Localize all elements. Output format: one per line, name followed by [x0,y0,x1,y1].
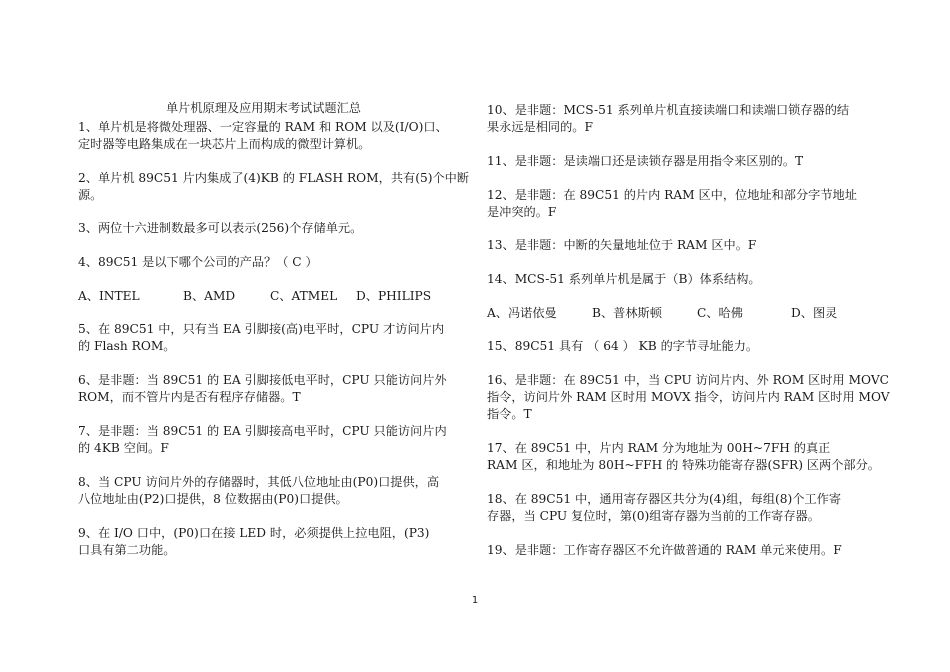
document-title: 单片机原理及应用期末考试试题汇总 [166,101,361,115]
q16-line-1: 16、是非题：在 89C51 中，当 CPU 访问片内、外 ROM 区时用 MOVC [487,373,889,387]
q9-line-2: 口具有第二功能。 [78,543,176,557]
q2-line-2: 源。 [78,188,103,202]
q8-line-2: 八位地址由(P2)口提供，8 位数据由(P0)口提供。 [78,492,348,506]
q1-line-2: 定时器等电路集成在一块芯片上而构成的微型计算机。 [78,137,371,151]
q10-line-1: 10、是非题：MCS-51 系列单片机直接读端口和读端口锁存器的结 [487,103,850,117]
q1-line-1: 1、单片机是将微处理器、一定容量的 RAM 和 ROM 以及(I/O)口、 [78,120,448,134]
q7-line-2: 的 4KB 空间。F [78,441,169,455]
q7-line-1: 7、是非题：当 89C51 的 EA 引脚接高电平时，CPU 只能访问片内 [78,424,447,438]
q16-line-3: 指令。T [487,407,532,421]
q9-line-1: 9、在 I/O 口中，(P0)口在接 LED 时，必须提供上拉电阻，(P3) [78,526,430,540]
q19-line-1: 19、是非题：工作寄存器区不允许做普通的 RAM 单元来使用。F [487,543,842,557]
q8-line-1: 8、当 CPU 访问片外的存储器时，其低八位地址由(P0)口提供，高 [78,475,440,489]
q6-line-1: 6、是非题：当 89C51 的 EA 引脚接低电平时，CPU 只能访问片外 [78,373,447,387]
q4-option-d: D、PHILIPS [356,289,432,303]
q12-line-2: 是冲突的。F [487,205,557,219]
q13-line-1: 13、是非题：中断的矢量地址位于 RAM 区中。F [487,238,757,252]
q14-line-1: 14、MCS-51 系列单片机是属于（B）体系结构。 [487,272,761,286]
q14-option-b: B、普林斯顿 [592,306,662,320]
q14-option-a: A、冯诺依曼 [487,306,557,320]
q15-line-1: 15、89C51 具有 （ 64 ） KB 的字节寻址能力。 [487,339,759,353]
q14-option-c: C、哈佛 [697,306,743,320]
q3-line-1: 3、两位十六进制数最多可以表示(256)个存储单元。 [78,221,363,235]
q4-option-a: A、INTEL [78,289,140,303]
q4-option-b: B、AMD [183,289,236,303]
q10-line-2: 果永远是相同的。F [487,120,593,134]
q16-line-2: 指令，访问片外 RAM 区时用 MOVX 指令，访问片内 RAM 区时用 MOV [487,390,890,404]
q4-line-1: 4、89C51 是以下哪个公司的产品？（ C ） [78,255,318,269]
q11-line-1: 11、是非题：是读端口还是读锁存器是用指令来区别的。T [487,154,804,168]
q17-line-2: RAM 区，和地址为 80H~FFH 的 特殊功能寄存器(SFR) 区两个部分。 [487,458,880,472]
q18-line-1: 18、在 89C51 中，通用寄存器区共分为(4)组，每组(8)个工作寄 [487,492,842,506]
q5-line-1: 5、在 89C51 中，只有当 EA 引脚接(高)电平时，CPU 才访问片内 [78,322,445,336]
page-number: 1 [471,595,479,606]
q5-line-2: 的 Flash ROM。 [78,339,176,353]
q2-line-1: 2、单片机 89C51 片内集成了(4)KB 的 FLASH ROM，共有(5)个中断 [78,171,470,185]
q17-line-1: 17、在 89C51 中，片内 RAM 分为地址为 00H~7FH 的真正 [487,441,831,455]
q4-option-c: C、ATMEL [270,289,338,303]
q6-line-2: ROM，而不管片内是否有程序存储器。T [78,390,301,404]
q18-line-2: 存器，当 CPU 复位时，第(0)组寄存器为当前的工作寄存器。 [487,509,820,523]
q12-line-1: 12、是非题：在 89C51 的片内 RAM 区中，位地址和部分字节地址 [487,188,857,202]
q14-option-d: D、图灵 [791,306,838,320]
